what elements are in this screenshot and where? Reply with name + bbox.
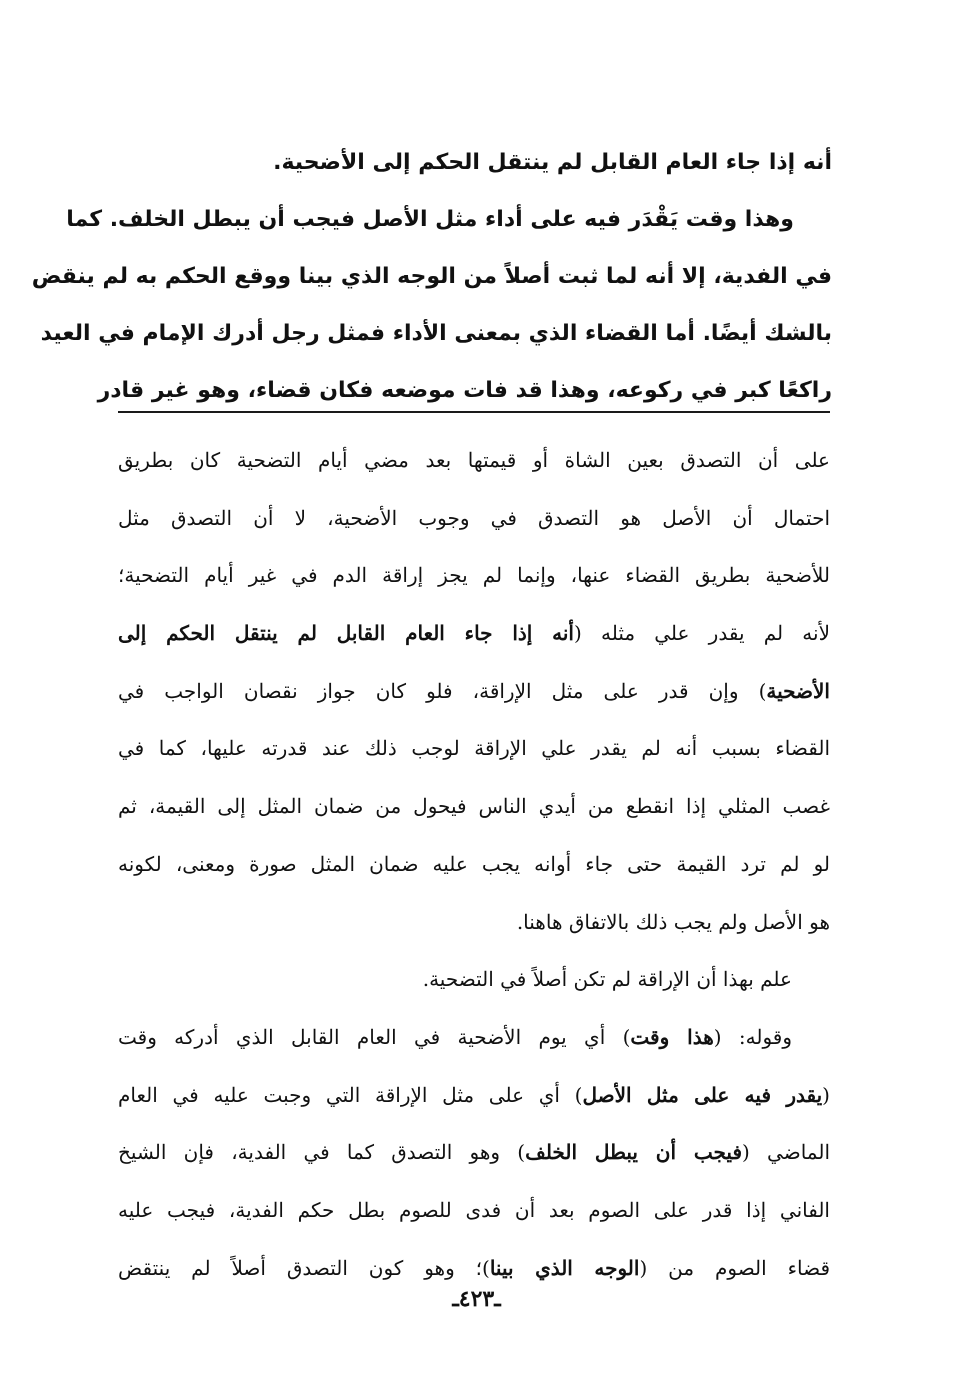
main-line: بالشك أيضًا. أما القضاء الذي بمعنى الأداء فمثل رجل أدرك الإمام في العيد [40,321,832,346]
footnote-segment: ( [822,1082,830,1107]
footnote-segment: لأنه لم يقدر علي مثله ( [573,621,830,646]
quoted-phrase: الأضحية [766,678,830,703]
footnote-segment: ) أي يوم الأضحية في العام القابل الذي أدركه وقت [118,1024,631,1049]
footnote-segment: قضاء الصوم من ( [639,1255,831,1280]
footnote-line: على أن التصدق بعين الشاة أو قيمتها بعد مضي أيام التضحية كان بطريق [118,448,830,472]
footnote-line: لو لم ترد القيمة حتى جاء أوانه يجب عليه ضمان المثل صورة ومعنى، لكونه [118,851,830,876]
footnote-line: هو الأصل ولم يجب ذلك بالاتفاق هاهنا. [516,909,830,934]
main-line: في الفدية، إلا أنه لما ثبت أصلاً من الوجه الذي بينا ووقع الحكم به لم ينقض [31,264,832,289]
footnote-line: للأضحية بطريق القضاء عنها، وإنما لم يجز إراقة الدم في غير أيام التضحية؛ [118,563,830,588]
footnote-segment: وقوله: ( [713,1024,793,1049]
footnote-text [118,432,830,1297]
quoted-phrase: الوجه الذي بينا [489,1255,640,1280]
main-line: وهذا وقت يَقْدَر فيه على أداء مثل الأصل فيجب أن يبطل الخلف. كما [66,207,794,232]
footnote-segment: ) وإن قدر على مثل الإراقة، فلو كان جواز نقصان الواجب في [118,678,767,703]
footnote-line [118,1124,830,1182]
main-line: أنه إذا جاء العام القابل لم ينتقل الحكم إلى الأضحية. [273,150,832,175]
footnote-line [118,605,830,663]
main-text [31,134,832,419]
page-number: ـ٤٢٣ـ [452,1286,501,1312]
footnote-line [118,1009,830,1067]
footnote-segment: )؛ وهو كون التصدق أصلاً لم ينتقض [118,1255,490,1280]
footnote-segment: الماضي ( [742,1140,830,1165]
footnote-segment: ) أي على مثل الإراقة التي وجبت عليه في العام [118,1082,583,1107]
footnote-line [118,663,830,721]
quoted-phrase: أنه إذا جاء العام القابل لم ينتقل الحكم إلى [118,621,574,646]
footnote-segment: ) وهو التصدق كما في الفدية، فإن الشيخ [118,1140,526,1165]
footnote-line: القضاء بسبب أنه لم يقدر علي الإراقة لوجب ذلك عند قدرته عليها، كما في [118,736,830,761]
quoted-phrase: فيجب أن يبطل الخلف [525,1140,743,1165]
footnote-line: احتمال أن الأصل هو التصدق في وجوب الأضحية، لا أن التصدق مثل [118,505,830,530]
quoted-phrase: هذا وقت [630,1024,714,1049]
footnote-line: غصب المثلي إذا انقطع من أيدي الناس فيحول من ضمان المثل إلى القيمة، ثم [118,794,830,819]
footnote-separator [118,411,830,413]
footnote-line: الفاني إذا قدر على الصوم بعد أن فدى للصوم بطل حكم الفدية، فيجب عليه [118,1197,830,1222]
footnote-line: علم بهذا أن الإراقة لم تكن أصلاً في التضحية. [422,967,792,992]
quoted-phrase: يقدر فيه على مثل الأصل [582,1082,823,1107]
main-line: راكعًا كبر في ركوعه، وهذا قد فات موضعه فكان قضاء، وهو غير قادر [97,378,832,403]
footnote-line [118,1067,830,1125]
